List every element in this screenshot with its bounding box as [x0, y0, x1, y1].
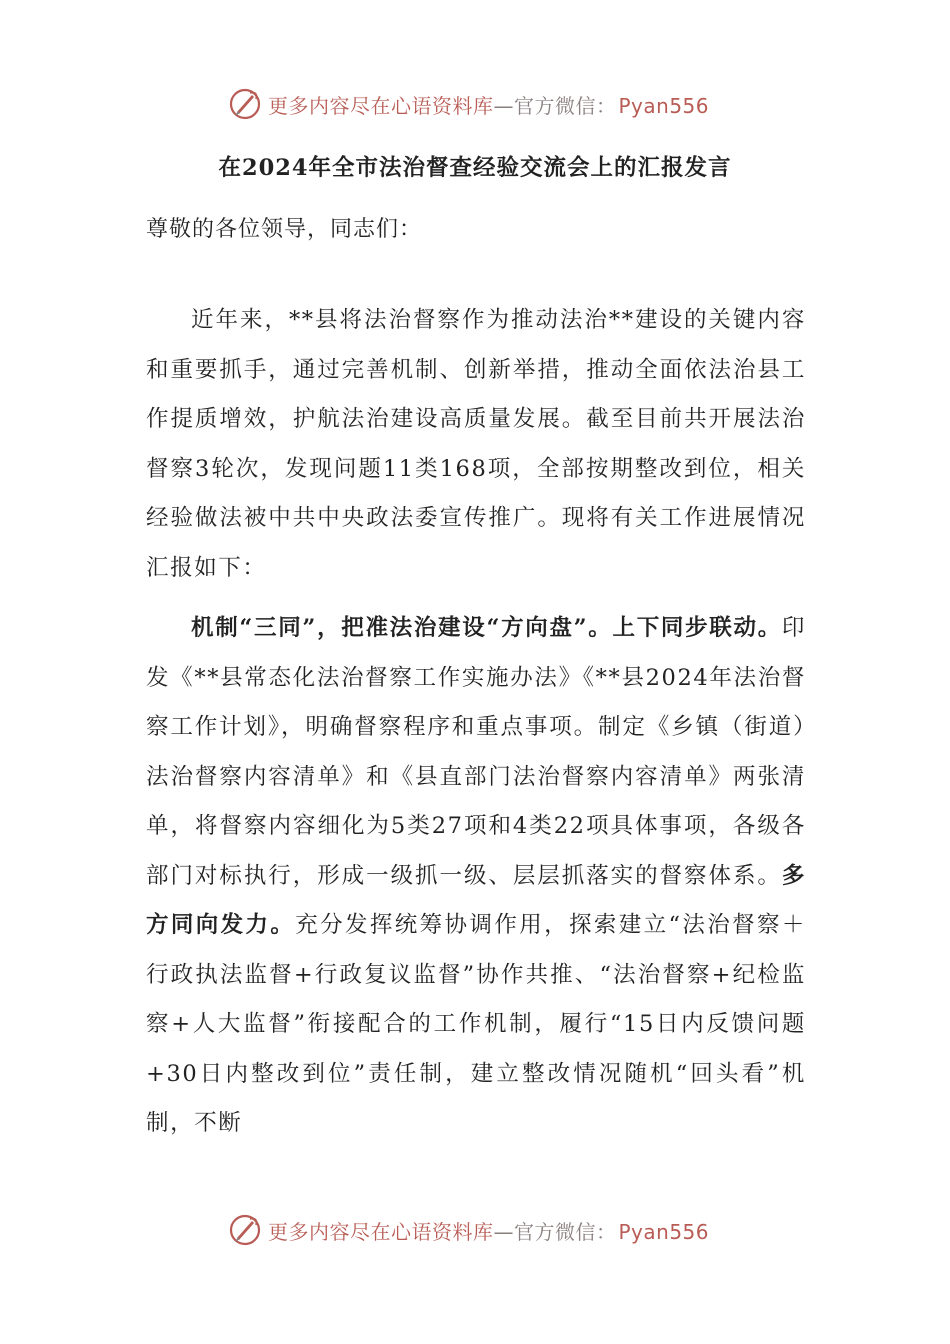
paragraph-mechanism	[146, 604, 806, 1149]
subsection-text-sync: 印发《**县常态化法治督察工作实施办法》《**县2024年法治督察工作计划》，明确督察程序和重点事项。制定《乡镇（街道）法治督察内容清单》和《县直部门法治督察内容清单》两张清单，将督察内容细化为5类27项和4类22项具体事项，各级各部门对标执行，形成一级抓一级、层层抓落实的督察体系。	[146, 615, 807, 889]
document-title: 在2024年全市法治督查经验交流会上的汇报发言	[218, 155, 732, 181]
watermark-wechat-id: Pyan556	[618, 1219, 710, 1244]
watermark-wechat-id: Pyan556	[618, 93, 710, 118]
section-heading: 机制“三同”，把准法治建设“方向盘”。	[191, 615, 613, 641]
watermark-main-text: 更多内容尽在心语资料库	[268, 1219, 494, 1244]
quill-pen-logo-icon	[228, 1213, 262, 1247]
subsection-text-cooperation: 充分发挥统筹协调作用，探索建立“法治督察＋行政执法监督+行政复议监督”协作共推、“法治督察+纪检监察+人大监督”衔接配合的工作机制，履行“15日内反馈问题+30日内整改到位”责任制，建立整改情况随机“回头看”机制，不断	[146, 912, 806, 1136]
subsection-title-sync: 上下同步联动。	[612, 615, 782, 641]
quill-pen-logo-icon	[228, 87, 262, 121]
salutation: 尊敬的各位领导，同志们：	[146, 217, 423, 242]
watermark-separator-text: —官方微信：	[493, 1219, 617, 1244]
watermark-separator-text: —官方微信：	[493, 93, 617, 118]
watermark-main-text: 更多内容尽在心语资料库	[268, 93, 494, 118]
paragraph-intro: 近年来，**县将法治督察作为推动法治**建设的关键内容和重要抓手，通过完善机制、创新举措，推动全面依法治县工作提质增效，护航法治建设高质量发展。截至目前共开展法治督察3轮次，发现问题11类168项，全部按期整改到位，相关经验做法被中共中央政法委宣传推广。现将有关工作进展情况汇报如下：	[146, 307, 806, 581]
watermark-header	[228, 86, 748, 122]
watermark-footer	[228, 1212, 748, 1248]
subsection-title-cooperation: 多方同向发力。	[146, 862, 806, 938]
